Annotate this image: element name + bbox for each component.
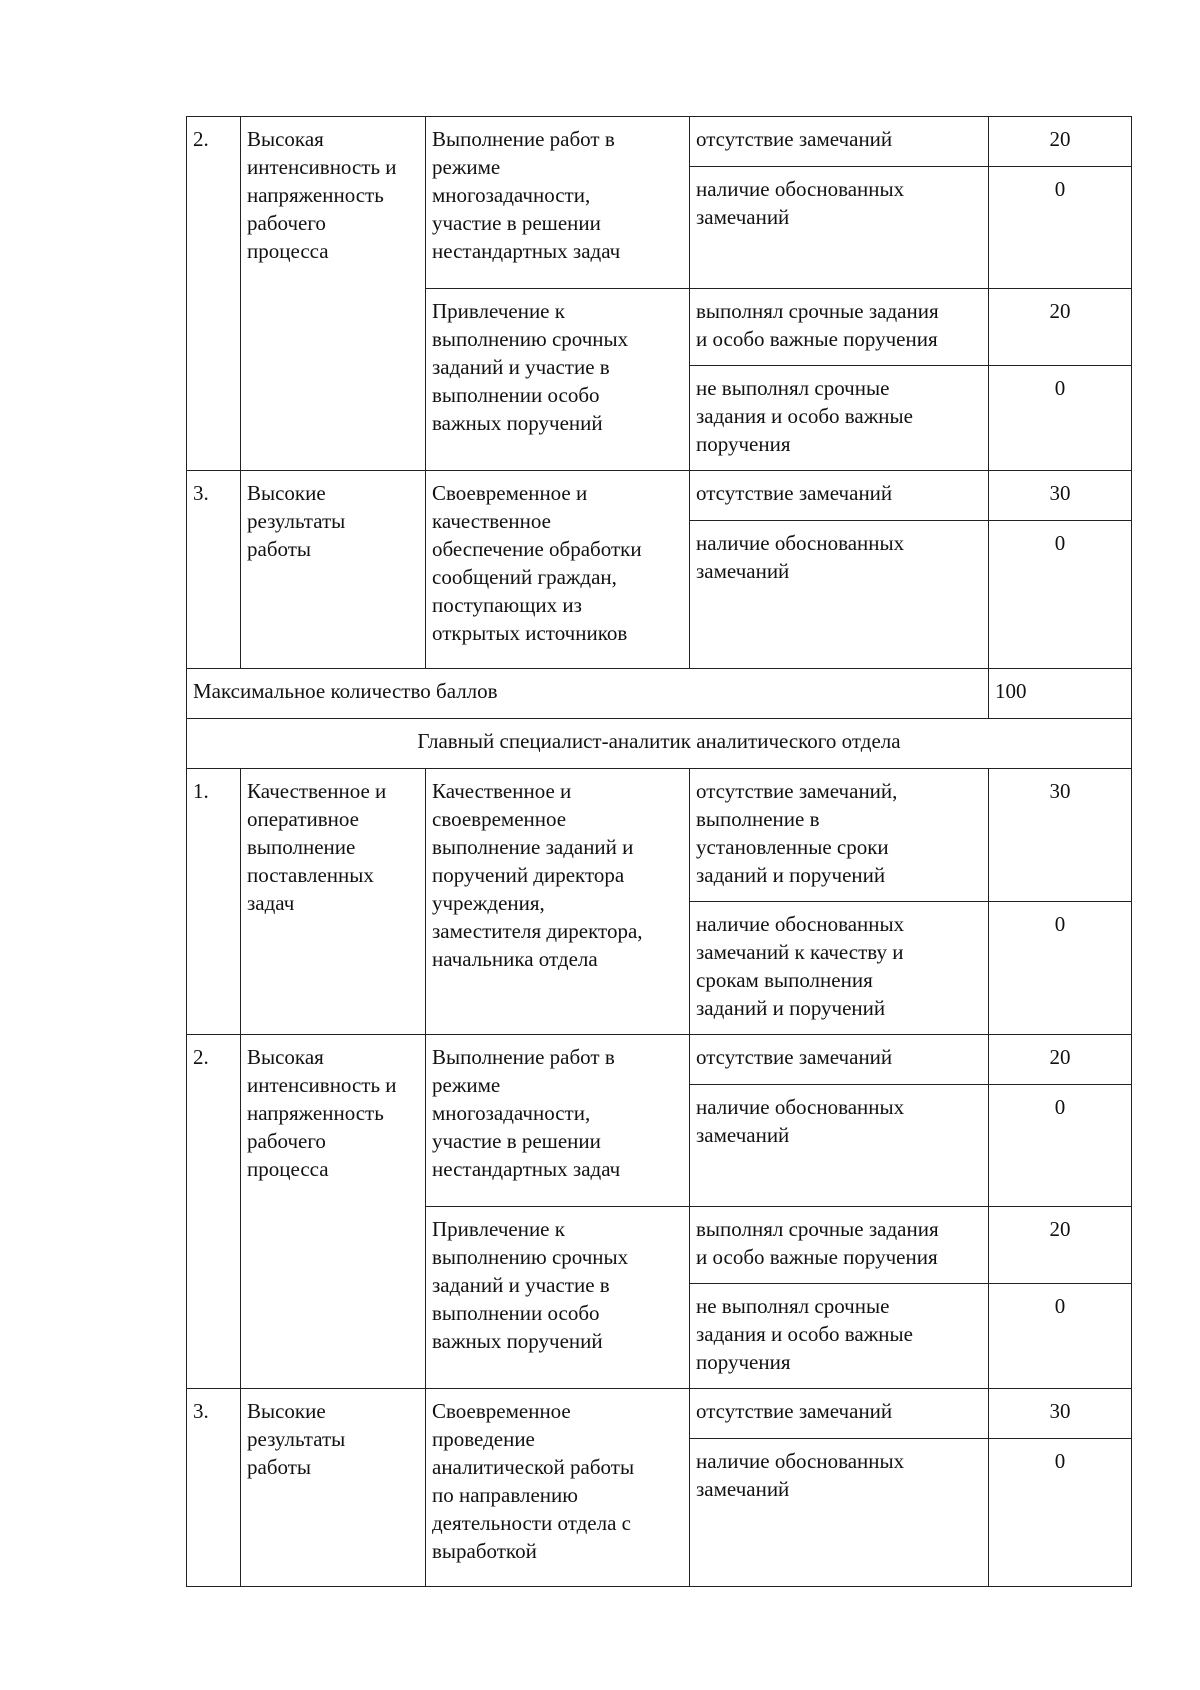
condition-cell: выполнял срочные задания и особо важные поручения <box>690 1207 989 1284</box>
table-row <box>187 1389 1132 1439</box>
indicator-cell: Высокие результаты работы <box>241 471 426 669</box>
points-cell: 0 <box>989 1439 1132 1587</box>
points-cell: 30 <box>989 769 1132 902</box>
points-cell: 0 <box>989 1085 1132 1207</box>
points-cell: 0 <box>989 521 1132 669</box>
condition-cell: не выполнял срочные задания и особо важные поручения <box>690 366 989 471</box>
points-cell: 20 <box>989 117 1132 167</box>
condition-cell: отсутствие замечаний <box>690 1035 989 1085</box>
table-row <box>187 471 1132 521</box>
table-row <box>187 769 1132 902</box>
criterion-cell: Привлечение к выполнению срочных заданий и участие в выполнении особо важных поручений <box>426 289 690 471</box>
row-number: 3. <box>187 1389 241 1587</box>
condition-cell: отсутствие замечаний <box>690 1389 989 1439</box>
criteria-table <box>186 116 1132 1587</box>
criterion-cell: Выполнение работ в режиме многозадачности, участие в решении нестандартных задач <box>426 117 690 289</box>
indicator-cell: Качественное и оперативное выполнение поставленных задач <box>241 769 426 1035</box>
row-number: 3. <box>187 471 241 669</box>
row-number: 2. <box>187 1035 241 1389</box>
section-heading: Главный специалист-аналитик аналитического отдела <box>187 719 1132 769</box>
points-cell: 30 <box>989 471 1132 521</box>
max-points-label: Максимальное количество баллов <box>187 669 989 719</box>
condition-cell: отсутствие замечаний, выполнение в установленные сроки заданий и поручений <box>690 769 989 902</box>
indicator-cell: Высокая интенсивность и напряженность рабочего процесса <box>241 1035 426 1389</box>
points-cell: 20 <box>989 289 1132 366</box>
condition-cell: наличие обоснованных замечаний <box>690 1439 989 1587</box>
condition-cell: наличие обоснованных замечаний к качеству и срокам выполнения заданий и поручений <box>690 902 989 1035</box>
max-points-value: 100 <box>989 669 1132 719</box>
points-cell: 20 <box>989 1207 1132 1284</box>
condition-cell: не выполнял срочные задания и особо важные поручения <box>690 1284 989 1389</box>
points-cell: 30 <box>989 1389 1132 1439</box>
table-row <box>187 117 1132 167</box>
row-number: 1. <box>187 769 241 1035</box>
table-row <box>187 1035 1132 1085</box>
points-cell: 0 <box>989 167 1132 289</box>
criterion-cell: Выполнение работ в режиме многозадачности, участие в решении нестандартных задач <box>426 1035 690 1207</box>
condition-cell: наличие обоснованных замечаний <box>690 1085 989 1207</box>
indicator-cell: Высокая интенсивность и напряженность рабочего процесса <box>241 117 426 471</box>
condition-cell: выполнял срочные задания и особо важные поручения <box>690 289 989 366</box>
indicator-cell: Высокие результаты работы <box>241 1389 426 1587</box>
max-points-row <box>187 669 1132 719</box>
criterion-cell: Своевременное проведение аналитической работы по направлению деятельности отдела с выработкой <box>426 1389 690 1587</box>
criterion-cell: Своевременное и качественное обеспечение обработки сообщений граждан, поступающих из открытых источников <box>426 471 690 669</box>
points-cell: 0 <box>989 366 1132 471</box>
section-heading-row <box>187 719 1132 769</box>
row-number: 2. <box>187 117 241 471</box>
condition-cell: наличие обоснованных замечаний <box>690 167 989 289</box>
points-cell: 0 <box>989 902 1132 1035</box>
points-cell: 0 <box>989 1284 1132 1389</box>
criterion-cell: Качественное и своевременное выполнение заданий и поручений директора учреждения, заместителя директора, начальника отдела <box>426 769 690 1035</box>
condition-cell: отсутствие замечаний <box>690 471 989 521</box>
condition-cell: наличие обоснованных замечаний <box>690 521 989 669</box>
criterion-cell: Привлечение к выполнению срочных заданий и участие в выполнении особо важных поручений <box>426 1207 690 1389</box>
condition-cell: отсутствие замечаний <box>690 117 989 167</box>
points-cell: 20 <box>989 1035 1132 1085</box>
